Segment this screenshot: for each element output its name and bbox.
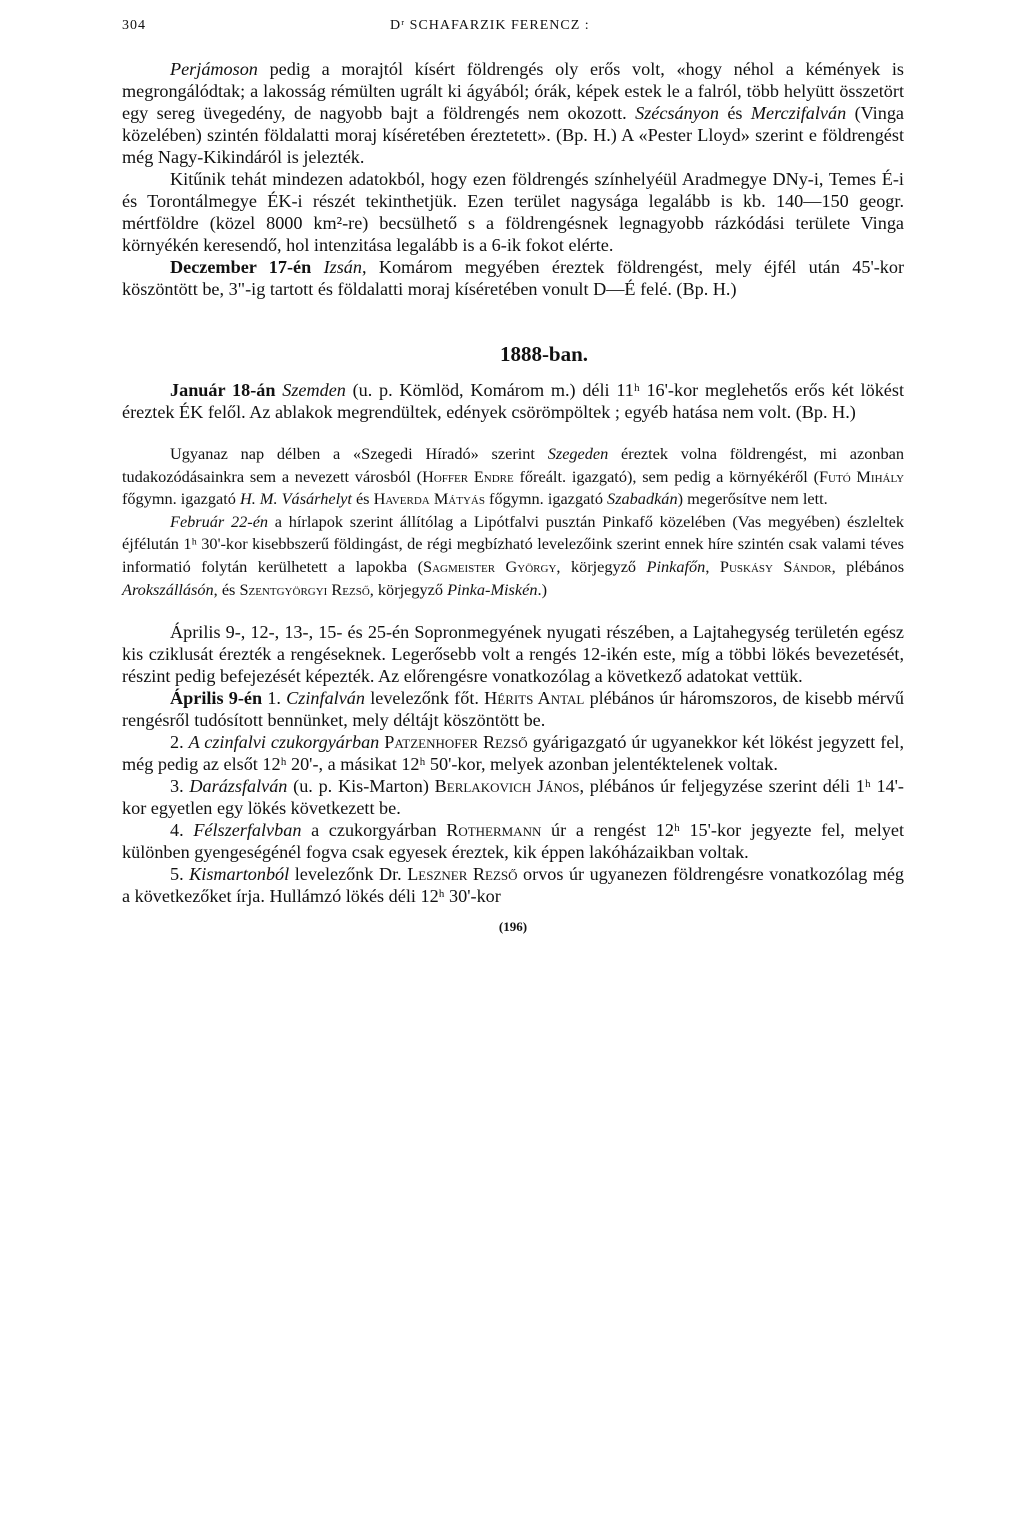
paragraph: Április 9-, 12-, 13-, 15- és 25-én Sopronmegyének nyugati részében, a Lajtahegység területén egész kis cziklusát érezték a rengéseknek. Legerősebb volt a rengés 12-ikén este, míg a többi lökés bevezetését, részint pedig befejezését képezték. Az előrengésre vonatkozólag a következő adatokat vettük. [122, 622, 904, 687]
paragraph: 4. Félszerfalvban a czukorgyárban Rothermann úr a rengést 12ʰ 15'-kor jegyezte fel, melyet különben gyengeségénél fogva csak egyesek éreztek, kik éppen lakóházaikban voltak. [122, 820, 905, 863]
paragraph: 5. Kismartonból levelezőnk Dr. Leszner Rezső orvos úr ugyanezen földrengésre vonatkozólag még a következőket írja. Hullámzó lökés déli 12ʰ 30'-kor [122, 864, 905, 907]
paragraph: Deczember 17-én Izsán, Komárom megyében éreztek földrengést, mely éjfél után 45'-kor köszöntött be, 3"-ig tartott és földalatti moraj kíséretében vonult D—É felé. (Bp. H.) [122, 257, 905, 299]
paragraph: Január 18-án Szemden (u. p. Kömlöd, Komárom m.) déli 11ʰ 16'-kor meglehetős erős két lökést éreztek ÉK felől. Az ablakok megrendültek, edények csörömpöltek ; egyéb hatása nem volt. (Bp. H.) [122, 380, 905, 422]
paragraph: Ugyanaz nap délben a «Szegedi Híradó» szerint Szegeden éreztek volna földrengést, mi azonban tudakozódásainkra sem a nevezett városból (Hoffer Endre főreált. igazgató), sem pedig a környékéről (Futó Mihály főgymn. igazgató H. M. Vásárhelyt és Haverda Mátyás főgymn. igazgató Szabadkán) megerősítve nem lett. [122, 444, 905, 509]
running-title: Dʳ SCHAFARZIK FERENCZ : [390, 18, 590, 33]
paragraph: Február 22-én a hírlapok szerint állítólag a Lipótfalvi pusztán Pinkafő közelében (Vas megyében) észleltek éjfélután 1ʰ 30'-kor kisebbszerű földingást, de régi megbízható levelezőink szerint ennek híre szintén csak valami téves informatió folytán kerülhetett a lapokba (Sagmeister György, körjegyző Pinkafőn, Puskásy Sándor, plébános Arokszállásón, és Szentgyörgyi Rezső, körjegyző Pinka-Miskén.) [122, 511, 905, 599]
section-title: 1888-ban. [499, 342, 589, 366]
page-header [122, 18, 904, 58]
body-section-1 [122, 58, 904, 423]
page-number: 304 [122, 18, 146, 33]
paragraph: 2. A czinfalvi czukorgyárban Patzenhofer Rezső gyárigazgató úr ugyanekkor két lökést jegyzett fel, még pedig az elsőt 12ʰ 20'-, a másikat 12ʰ 50'-kor, melyek azonban jelentéktelenek voltak. [122, 732, 905, 775]
paragraph: Április 9-én 1. Czinfalván levelezőnk főt. Hérits Antal plébános úr háromszoros, de kisebb mérvű rengésről tudósított bennünket, mely déltájt köszöntött be. [122, 688, 904, 731]
page-footer: (196) [498, 919, 528, 935]
paragraph: Perjámoson pedig a morajtól kísért földrengés oly erős volt, «hogy néhol a kémények is megrongálódtak; a lakosság rémülten ugrált ki ágyából; órák, képek estek le a falról, több helyütt összetört egy sereg üvegedény, de nagyobb bajt a földrengés nem okozott. Szécsányon és Merczifalván (Vinga közelében) szintén földalatti moraj kíséretében éreztetett». (Bp. H.) A «Pester Lloyd» szerint e földrengést még Nagy-Kikindáról is jelezték. [122, 59, 904, 167]
body-section-2 [122, 621, 904, 907]
document-page [122, 18, 904, 935]
paragraph: Kitűnik tehát mindezen adatokból, hogy ezen földrengés színhelyéül Aradmegye DNy-i, Temes É-i és Torontálmegye ÉK-i részét tekinthetjük. Ezen terület nagysága legalább is kb. 140—150 geogr. mértföldre (közel 8000 km²-re) becsülhető s a földrengésnek legnagyobb rázkódási területe Vinga környékén keresendő, hol intenzitása legalább is a 6-ik fokot elérte. [122, 169, 904, 255]
small-print-section [122, 443, 904, 601]
paragraph: 3. Darázsfalván (u. p. Kis-Marton) Berlakovich János, plébános úr feljegyzése szerint déli 1ʰ 14'-kor egyetlen egy lökés következett be. [122, 776, 904, 819]
